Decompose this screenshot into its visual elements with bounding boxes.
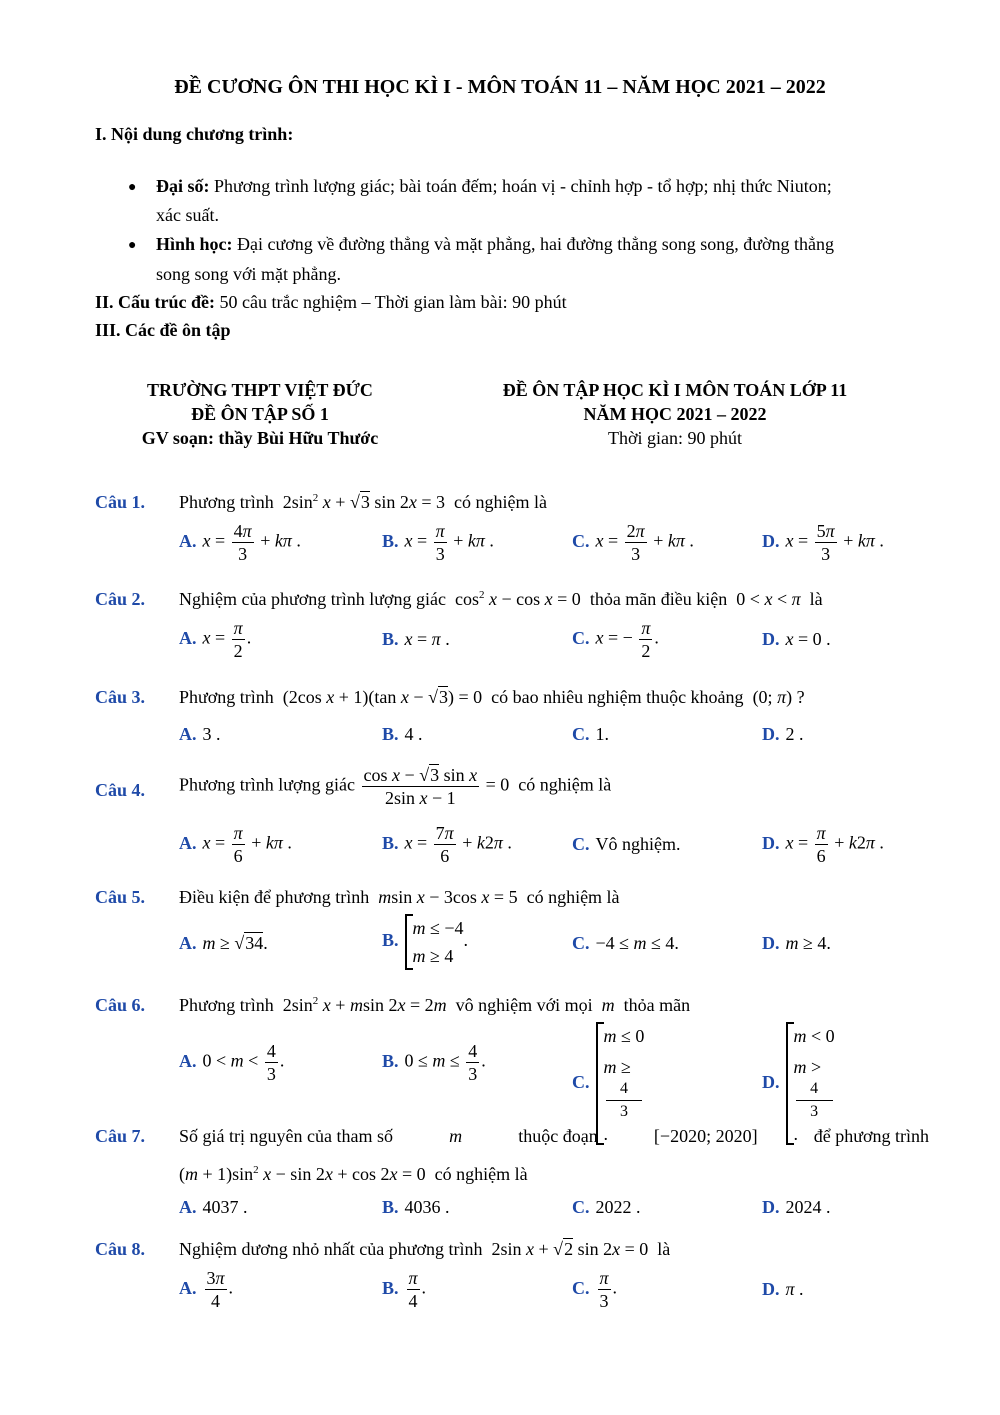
option-b[interactable]: B. x = $\frac{\pi}{3}$ + kπ . xyxy=(382,521,494,564)
option-d[interactable]: D. π . xyxy=(762,1279,804,1299)
section3-heading: III. Các đề ôn tập xyxy=(95,320,231,340)
option-d[interactable]: D. 2 . xyxy=(762,724,804,744)
option-d[interactable]: D. 2024 . xyxy=(762,1197,831,1217)
question-text: Số giá trị nguyên của tham số m thuộc đoạn [−2020; 2020] để phương trình xyxy=(179,1126,929,1146)
section2: II. Cấu trúc đề: 50 câu trắc nghiệm – Thời gian làm bài: 90 phút xyxy=(95,292,567,312)
option-b[interactable]: B. 4 . xyxy=(382,724,423,744)
option-a[interactable]: A. m ≥ √34. xyxy=(179,933,268,953)
option-c[interactable]: C. $\frac{\pi}{3}$ . xyxy=(572,1268,618,1311)
question-label: Câu 1. xyxy=(95,492,146,512)
question-label: Câu 7. xyxy=(95,1126,146,1146)
exam-header: ĐỀ ÔN TẬP HỌC KÌ I MÔN TOÁN LỚP 11 NĂM HỌC 2021 – 2022 Thời gian: 90 phút xyxy=(502,380,848,448)
option-c[interactable]: C. m ≤ 0 m ≥ 4 3 . xyxy=(572,1022,644,1145)
option-c[interactable]: C. −4 ≤ m ≤ 4. xyxy=(572,933,679,953)
question-label: Câu 5. xyxy=(95,887,146,907)
question-text: Phương trình (2cos x + 1)(tan x − √3) = 0 có bao nhiêu nghiệm thuộc khoảng (0; π) ? xyxy=(179,687,805,707)
option-d[interactable]: D. x = $\frac{5\pi}{3}$ + kπ . xyxy=(762,521,884,564)
question-text: Phương trình lượng giác $\frac{\text{cos x − √3 sin x}}{\text{2sin x − 1}}$ = 0 có nghiệm là xyxy=(179,765,612,808)
question-text: Phương trình $2\sin^2$ x + msin 2x = 2m vô nghiệm với mọi m thỏa mãn xyxy=(179,995,691,1015)
option-c[interactable]: C. Vô nghiệm. xyxy=(572,834,681,854)
question-label: Câu 8. xyxy=(95,1239,146,1259)
option-a[interactable]: A. x = $\frac{\pi}{2}$ . xyxy=(179,618,252,661)
school-header: TRƯỜNG THPT VIỆT ĐỨC ĐỀ ÔN TẬP SỐ 1 GV soạn: thầy Bùi Hữu Thước xyxy=(141,380,379,448)
option-d[interactable]: D. x = $\frac{\pi}{6}$ + k2π . xyxy=(762,823,884,866)
question-text: Nghiệm của phương trình lượng giác $\cos^2 x - \cos x = 0$ thỏa mãn điều kiện 0 < x < π là xyxy=(179,589,823,609)
option-a[interactable]: A. 4037 . xyxy=(179,1197,248,1217)
option-c[interactable]: C. x = $\frac{2\pi}{3}$ + kπ . xyxy=(572,521,694,564)
option-c[interactable]: C. 1. xyxy=(572,724,609,744)
option-a[interactable]: A. x = $\frac{4\pi}{3}$ + kπ . xyxy=(179,521,301,564)
option-c[interactable]: C. x = − $\frac{\pi}{2}$ . xyxy=(572,618,659,661)
question-text: Phương trình $2\sin^2$ x + √3 sin 2x = 3 có nghiệm là xyxy=(179,492,547,512)
section1-item-geometry-cont: song song với mặt phẳng. xyxy=(156,264,342,284)
option-b[interactable]: B. x = $\frac{7\pi}{6}$ + k2π . xyxy=(382,823,512,866)
bullet-icon: ● xyxy=(128,180,137,195)
question-label: Câu 4. xyxy=(95,780,146,800)
option-b[interactable]: B. 0 ≤ m ≤ $\frac{4}{3}$ . xyxy=(382,1041,486,1084)
section1-item-geometry: Hình học: Đại cương về đường thẳng và mặt phẳng, hai đường thẳng song song, đường thẳng xyxy=(156,234,835,254)
option-d[interactable]: D. m < 0 m > 4 3 . xyxy=(762,1022,835,1145)
option-a[interactable]: A. $\frac{3\pi}{4}$ . xyxy=(179,1268,234,1311)
option-c[interactable]: C. 2022 . xyxy=(572,1197,641,1217)
question-label: Câu 3. xyxy=(95,687,146,707)
option-b[interactable]: B. m ≤ −4 m ≥ 4 . xyxy=(382,914,468,970)
question-text: Nghiệm dương nhỏ nhất của phương trình 2sin x + √2 sin 2x = 0 là xyxy=(179,1239,671,1259)
option-a[interactable]: A. 0 < m < $\frac{4}{3}$ . xyxy=(179,1041,285,1084)
question-text-cont: $(m + 1)\sin^2$ x − sin 2x + cos 2x = 0 có nghiệm là xyxy=(179,1164,528,1184)
option-d[interactable]: D. m ≥ 4. xyxy=(762,933,831,953)
option-a[interactable]: A. x = $\frac{\pi}{6}$ + kπ . xyxy=(179,823,292,866)
option-b[interactable]: B. $\frac{\pi}{4}$ . xyxy=(382,1268,427,1311)
option-b[interactable]: B. 4036 . xyxy=(382,1197,450,1217)
question-label: Câu 2. xyxy=(95,589,146,609)
bullet-icon: ● xyxy=(128,238,137,253)
option-a[interactable]: A. 3 . xyxy=(179,724,221,744)
section1-item-algebra-cont: xác suất. xyxy=(156,205,219,225)
section1-heading: I. Nội dung chương trình: xyxy=(95,124,294,144)
page-title: ĐỀ CƯƠNG ÔN THI HỌC KÌ I - MÔN TOÁN 11 – NĂM HỌC 2021 – 2022 xyxy=(174,76,826,98)
question-label: Câu 6. xyxy=(95,995,146,1015)
option-d[interactable]: D. x = 0 . xyxy=(762,629,831,649)
section1-item-algebra: Đại số: Phương trình lượng giác; bài toán đếm; hoán vị - chỉnh hợp - tổ hợp; nhị thức Niuton; xyxy=(156,176,832,196)
question-text: Điều kiện để phương trình msin x − 3cos x = 5 có nghiệm là xyxy=(179,887,620,907)
option-b[interactable]: B. x = π . xyxy=(382,629,450,649)
